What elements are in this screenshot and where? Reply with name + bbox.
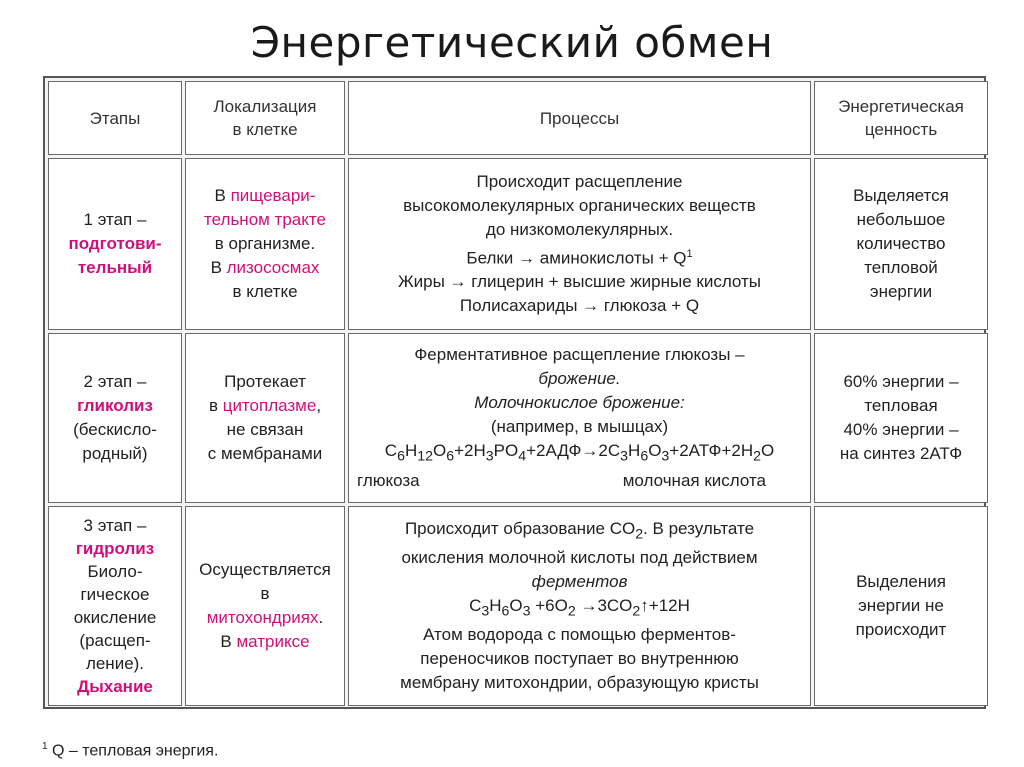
energy3-line2: энергии не bbox=[858, 596, 944, 615]
eq-part: O bbox=[509, 596, 523, 615]
proc2-fermentation: брожение. bbox=[538, 369, 621, 389]
loc1-prefix-b: В bbox=[210, 258, 227, 277]
proc3-line7: мембрану митохондрии, образующую кристы bbox=[400, 673, 759, 693]
proc2-example: (например, в мышцах) bbox=[490, 417, 669, 437]
energy2-line3: 40% энергии – bbox=[843, 420, 959, 439]
loc1-digestive: пищевари- bbox=[230, 186, 316, 205]
stage-3-localization bbox=[185, 506, 345, 706]
eq-sub: 12 bbox=[417, 448, 433, 465]
eq-part: C bbox=[469, 596, 482, 615]
eq-sub: 4 bbox=[518, 448, 527, 465]
eq-sub: 2 bbox=[753, 448, 761, 465]
loc1-cell: в клетке bbox=[232, 282, 298, 301]
proc3-enzymes: ферментов bbox=[531, 572, 628, 591]
proc1-fats: Жиры → глицерин + высшие жирные кислоты bbox=[397, 272, 762, 292]
header-energy-value bbox=[814, 81, 988, 155]
loc2-cytoplasm: цитоплазме bbox=[222, 396, 317, 415]
eq-sub: 3 bbox=[481, 603, 490, 620]
label-lactic-acid: молочная кислота bbox=[622, 470, 766, 490]
header-row bbox=[48, 81, 988, 155]
eq-sub: 2 bbox=[632, 603, 641, 620]
eq-part: H bbox=[628, 441, 641, 461]
stage-2-number: 2 этап – bbox=[83, 372, 147, 391]
stage-3-line5: окисление bbox=[73, 608, 157, 627]
eq-sub: 6 bbox=[501, 603, 510, 620]
header-energy-line1: Энергетическая bbox=[838, 97, 964, 116]
table-row-stage-3 bbox=[48, 506, 988, 706]
stage-3-processes bbox=[348, 506, 811, 706]
header-stages-label: Этапы bbox=[89, 108, 141, 128]
eq-sub: 3 bbox=[620, 448, 629, 465]
loc3-dot: . bbox=[318, 608, 324, 627]
stage-3-line6: (расщеп- bbox=[79, 631, 151, 650]
energy3-line3: происходит bbox=[855, 620, 947, 639]
label-glucose: глюкоза bbox=[357, 470, 420, 490]
stage-2-localization bbox=[185, 333, 345, 503]
loc3-matrix: матриксе bbox=[236, 632, 310, 651]
footnote-text: Q – тепловая энергия. bbox=[52, 742, 219, 760]
loc1-prefix-a: В bbox=[214, 186, 231, 205]
energy2-line2: тепловая bbox=[864, 396, 938, 415]
loc1-lysosomes: лизососмах bbox=[226, 258, 320, 277]
equation-labels bbox=[353, 469, 806, 493]
oxidation-equation bbox=[469, 596, 690, 620]
stage-1-name-line2: тельный bbox=[77, 258, 153, 277]
table-row-stage-2 bbox=[48, 333, 988, 503]
loc2-prefix: в bbox=[208, 396, 223, 415]
page-title: Энергетический обмен bbox=[250, 18, 774, 67]
eq-sub: 6 bbox=[397, 448, 405, 465]
loc2-comma: , bbox=[316, 396, 322, 415]
proc3-line6: переносчиков поступает во внутреннюю bbox=[420, 649, 739, 669]
header-processes-label: Процессы bbox=[539, 108, 620, 128]
eq-sub: 2 bbox=[567, 603, 576, 620]
stage-3-respiration: Дыхание bbox=[77, 677, 153, 696]
energy2-line4: на синтез 2АТФ bbox=[839, 444, 963, 463]
energy2-line1: 60% энергии – bbox=[843, 372, 959, 391]
loc2-line4: с мембранами bbox=[207, 444, 323, 463]
proc3-line2: окисления молочной кислоты под действием bbox=[401, 548, 758, 567]
eq-part: +2АДФ→2C bbox=[526, 441, 621, 461]
proc1-line1: Происходит расщепление bbox=[476, 171, 683, 191]
loc2-line3: не связан bbox=[226, 420, 304, 439]
stage-3-line3: Биоло- bbox=[87, 562, 143, 581]
stage-1-energy bbox=[814, 158, 988, 330]
energy1-line3: количество bbox=[856, 234, 946, 253]
footnote-mark: 1 bbox=[42, 741, 48, 752]
eq-sub: 3 bbox=[485, 448, 494, 465]
stage-1-processes bbox=[348, 158, 811, 330]
proc3-sub: 2 bbox=[635, 526, 644, 542]
loc1-digestive-tract: тельном тракте bbox=[204, 210, 326, 229]
header-localization bbox=[185, 81, 345, 155]
stage-3-line4: гическое bbox=[80, 585, 150, 604]
loc3-line2: в bbox=[260, 584, 270, 603]
header-stages bbox=[48, 81, 182, 155]
stage-3-cell bbox=[48, 506, 182, 706]
eq-sub: 3 bbox=[661, 448, 670, 465]
proc3-line1a: Происходит образование CO bbox=[404, 518, 636, 538]
stage-1-localization bbox=[185, 158, 345, 330]
proc2-lactic: Молочнокислое брожение: bbox=[474, 393, 685, 413]
eq-part: H bbox=[489, 596, 502, 615]
eq-part: +2H bbox=[454, 441, 486, 461]
table-row-stage-1 bbox=[48, 158, 988, 330]
header-localization-line1: Локализация bbox=[213, 97, 317, 116]
proc1-proteins: Белки → аминокислоты + Q bbox=[466, 248, 687, 268]
eq-part: ↑+12H bbox=[640, 596, 690, 615]
stage-2-name: гликолиз bbox=[77, 396, 153, 415]
stage-2-energy bbox=[814, 333, 988, 503]
eq-part: →3CO bbox=[575, 596, 633, 615]
eq-part: +6O bbox=[530, 596, 568, 615]
energy-metabolism-table bbox=[43, 76, 986, 709]
eq-part: O bbox=[648, 441, 662, 461]
energy1-line5: энергии bbox=[869, 282, 933, 301]
eq-part: PO bbox=[493, 441, 519, 461]
eq-part: O bbox=[432, 441, 447, 461]
proc3-line5: Атом водорода с помощью ферментов- bbox=[423, 625, 736, 645]
header-energy-line2: ценность bbox=[864, 120, 938, 139]
header-processes bbox=[348, 81, 811, 155]
energy1-line1: Выделяется bbox=[853, 186, 949, 205]
stage-2-processes bbox=[348, 333, 811, 503]
eq-part: H bbox=[404, 441, 418, 461]
stage-1-name-line1: подготови- bbox=[68, 234, 162, 253]
energy1-line2: небольшое bbox=[856, 210, 946, 229]
proc1-line2: высокомолекулярных органических веществ bbox=[403, 195, 756, 215]
stage-3-line7: ление). bbox=[85, 654, 145, 673]
proc1-polysaccharides: Полисахариды → глюкоза + Q bbox=[459, 296, 700, 316]
stage-2-note-line2: родный) bbox=[82, 444, 148, 463]
eq-part: C bbox=[384, 441, 398, 461]
loc2-line1: Протекает bbox=[224, 372, 306, 391]
eq-part: O bbox=[760, 441, 775, 461]
stage-3-energy bbox=[814, 506, 988, 706]
proc2-line1: Ферментативное расщепление глюкозы – bbox=[414, 345, 745, 365]
stage-3-name: гидролиз bbox=[75, 539, 155, 558]
stage-1-number: 1 этап – bbox=[83, 210, 147, 229]
eq-sub: 6 bbox=[640, 448, 649, 465]
loc3-line1: Осуществляется bbox=[199, 560, 331, 579]
proc1-footnote-mark: 1 bbox=[686, 247, 693, 260]
energy3-line1: Выделения bbox=[856, 572, 946, 591]
stage-2-cell bbox=[48, 333, 182, 503]
eq-sub: 6 bbox=[446, 448, 455, 465]
proc1-line3: до низкомолекулярных. bbox=[485, 219, 674, 239]
loc1-organism: в организме. bbox=[214, 234, 316, 253]
stage-1-cell bbox=[48, 158, 182, 330]
footnote bbox=[42, 741, 218, 760]
proc3-line1b: . В результате bbox=[643, 518, 755, 538]
eq-sub: 3 bbox=[522, 603, 531, 620]
loc3-mitochondria: митохондриях bbox=[206, 608, 319, 627]
header-localization-line2: в клетке bbox=[232, 120, 298, 139]
loc3-prefix: В bbox=[220, 632, 237, 651]
glycolysis-equation bbox=[384, 441, 775, 465]
stage-2-note-line1: (бескисло- bbox=[73, 420, 157, 439]
stage-3-number: 3 этап – bbox=[83, 516, 147, 535]
energy1-line4: тепловой bbox=[864, 258, 938, 277]
eq-part: +2АТФ+2H bbox=[669, 441, 754, 461]
